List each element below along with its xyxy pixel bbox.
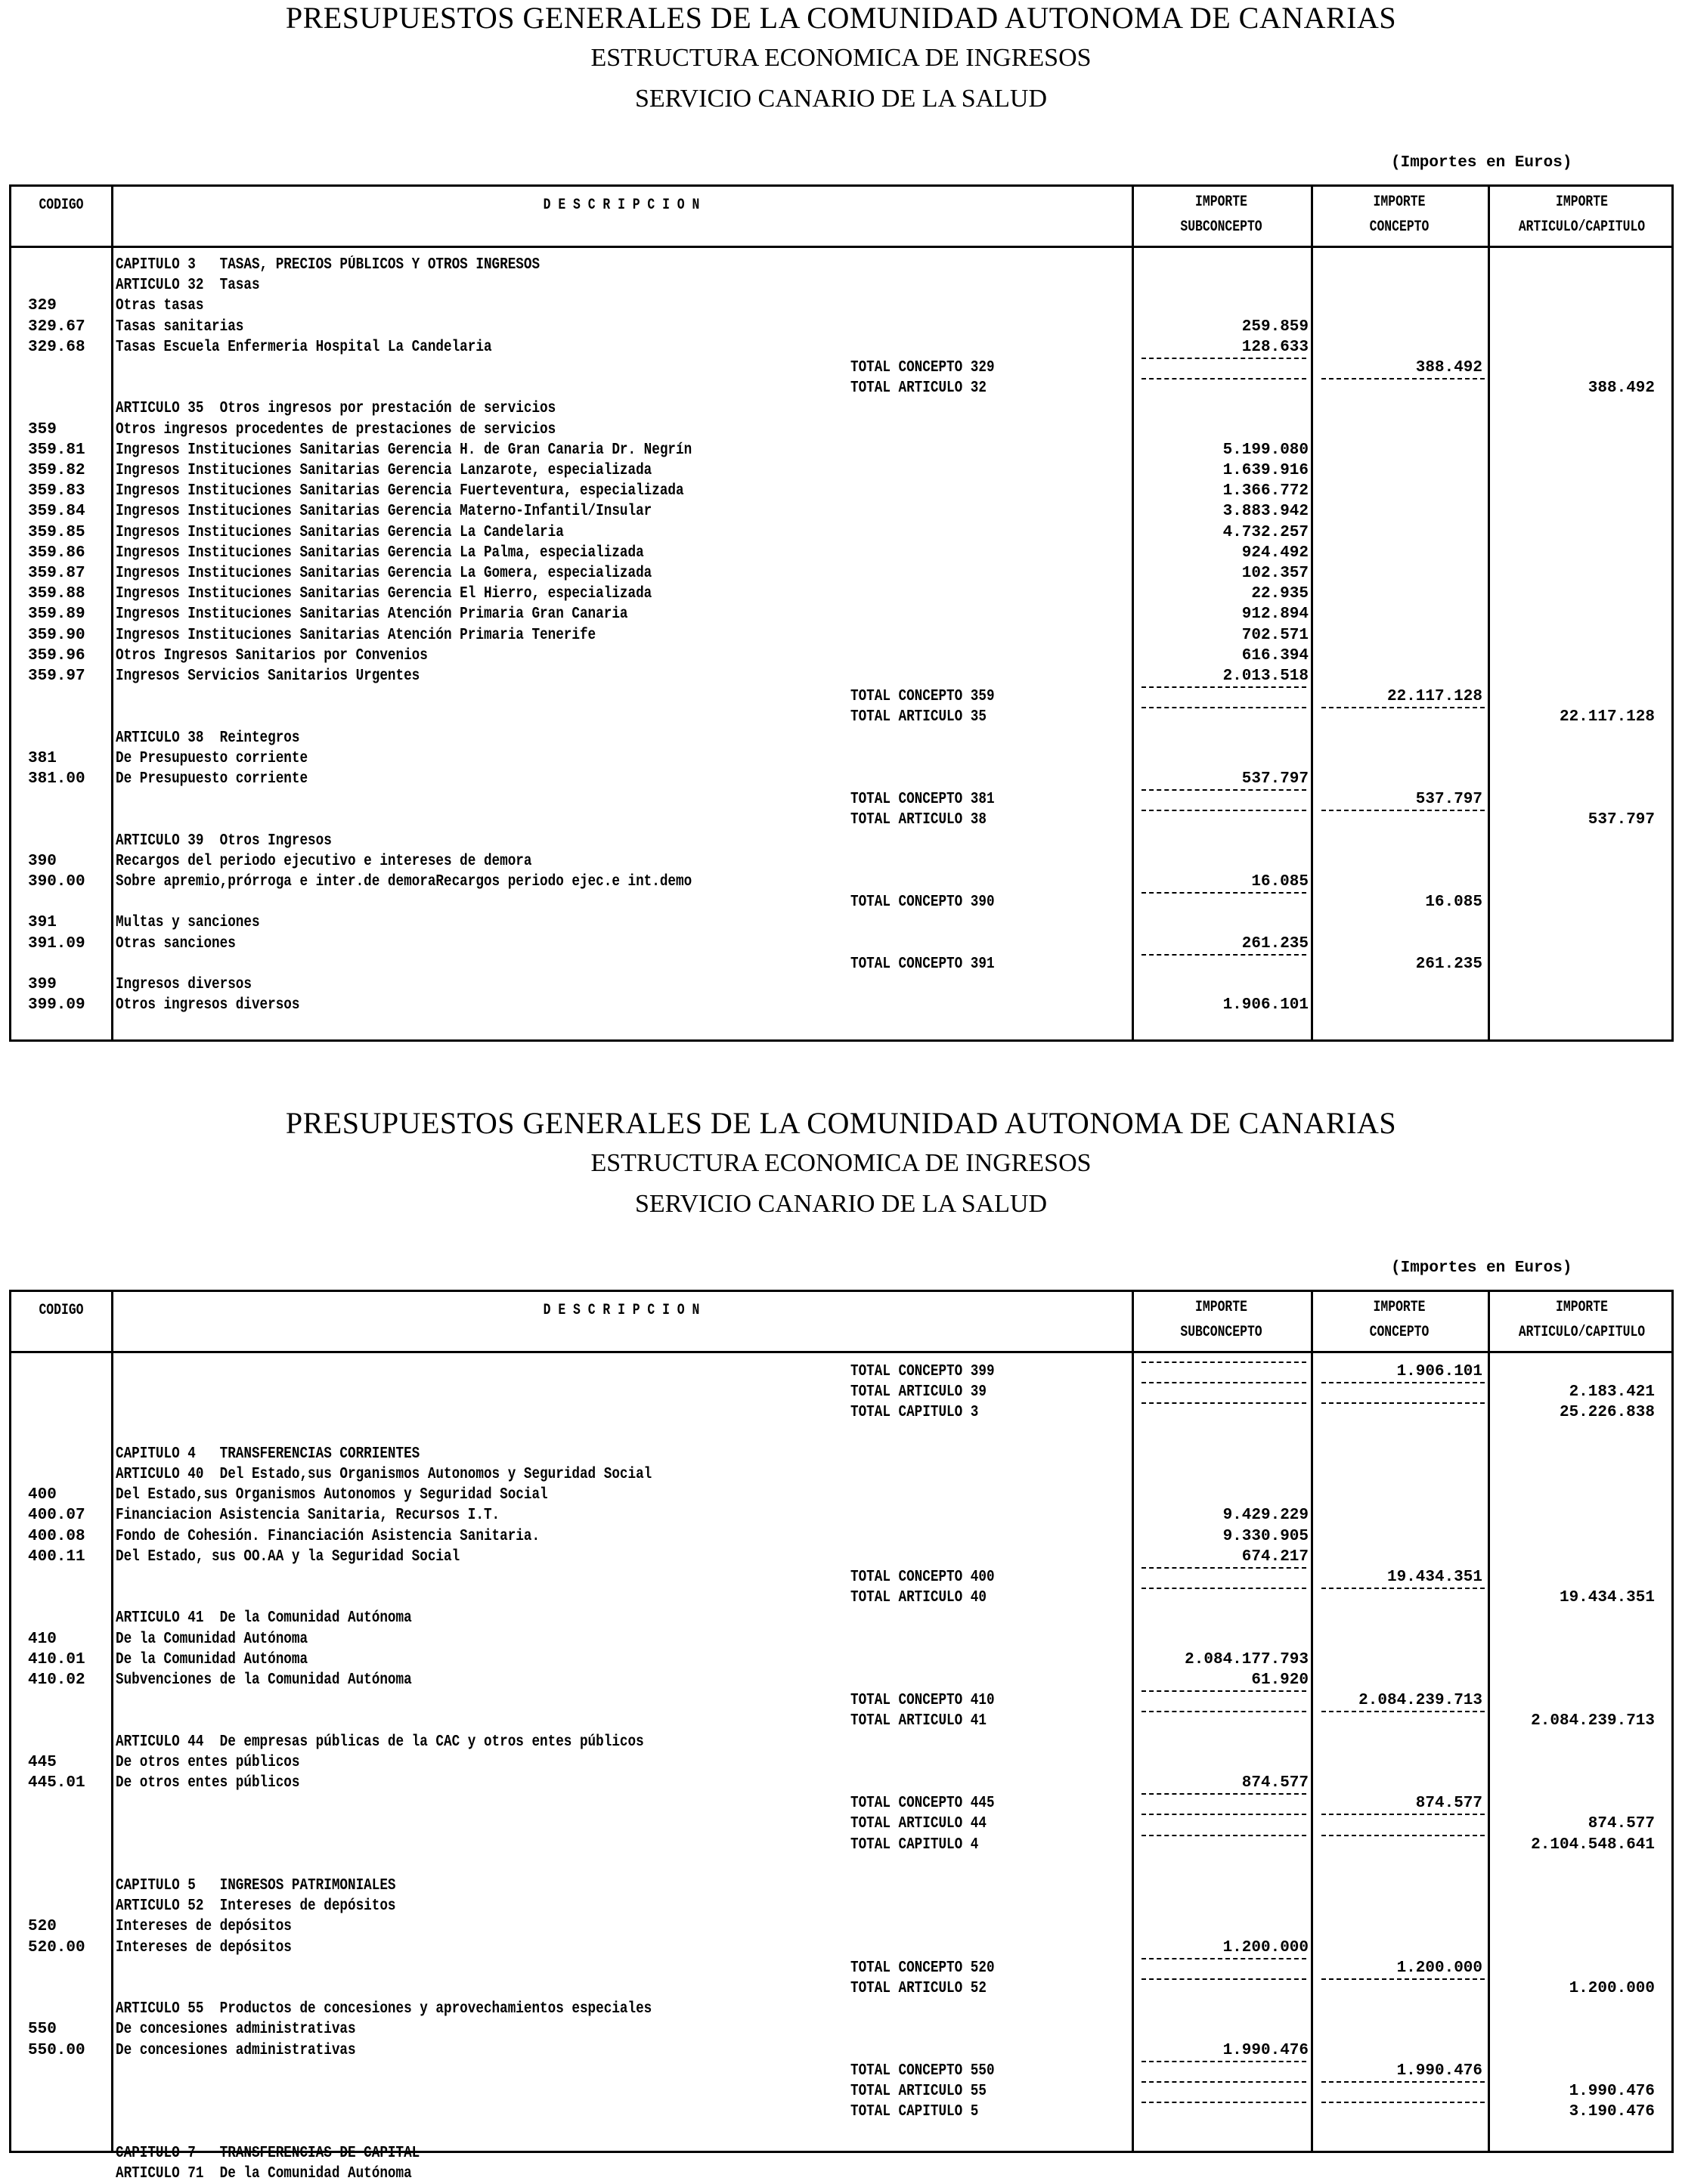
total-row xyxy=(11,1362,1671,1382)
table-row xyxy=(11,1773,1671,1793)
table-row xyxy=(11,851,1671,872)
table-row xyxy=(11,2164,1671,2184)
table-row xyxy=(11,1650,1671,1670)
amount-concepto: 1.200.000 xyxy=(1396,1959,1482,1977)
amount-subconcepto: 1.639.916 xyxy=(1222,462,1309,479)
dash-leader xyxy=(1141,358,1306,359)
table-row xyxy=(11,1752,1671,1773)
row-description: ARTICULO 39 Otros Ingresos xyxy=(116,832,332,850)
amount-concepto: 388.492 xyxy=(1415,359,1482,376)
row-code: 381.00 xyxy=(28,770,85,788)
dash-leader xyxy=(1141,2102,1306,2103)
dash-leader xyxy=(1141,1814,1306,1815)
row-code: 359.85 xyxy=(28,523,85,541)
table-row xyxy=(11,1505,1671,1526)
total-label: TOTAL CONCEPTO 381 xyxy=(850,791,995,809)
row-description: ARTICULO 55 Productos de concesiones y aprovechamientos especiales xyxy=(116,2000,652,2018)
amount-subconcepto: 1.906.101 xyxy=(1222,996,1309,1015)
header-divider xyxy=(11,246,1671,248)
total-row xyxy=(11,789,1671,810)
total-label: TOTAL ARTICULO 32 xyxy=(850,379,987,398)
table-row xyxy=(11,255,1671,275)
dash-leader xyxy=(1141,892,1306,894)
amount-subconcepto: 702.571 xyxy=(1241,626,1309,644)
dash-leader xyxy=(1141,1835,1306,1836)
table-row xyxy=(11,934,1671,954)
row-code: 520.00 xyxy=(28,1938,85,1956)
row-description: Subvenciones de la Comunidad Autónoma xyxy=(116,1671,412,1689)
amount-subconcepto: 2.084.177.793 xyxy=(1185,1650,1309,1668)
row-description: Fondo de Cohesión. Financiación Asistencia Sanitaria. xyxy=(116,1527,541,1545)
row-code: 359.81 xyxy=(28,441,85,459)
total-row xyxy=(11,954,1671,974)
amount-subconcepto: 5.199.080 xyxy=(1222,441,1309,459)
total-label: TOTAL ARTICULO 52 xyxy=(850,1980,987,1997)
table-row xyxy=(11,912,1671,933)
total-label: TOTAL CONCEPTO 445 xyxy=(850,1795,995,1813)
table-row xyxy=(11,1896,1671,1916)
page-subtitle: ESTRUCTURA ECONOMICA DE INGRESOS xyxy=(590,44,1092,72)
amount-subconcepto: 924.492 xyxy=(1241,544,1309,562)
amount-subconcepto: 616.394 xyxy=(1241,646,1309,664)
spacer-row xyxy=(11,1423,1671,1444)
table-row xyxy=(11,646,1671,666)
amount-articulo: 22.117.128 xyxy=(1559,708,1655,726)
budget-table xyxy=(9,184,1674,1042)
total-label: TOTAL ARTICULO 41 xyxy=(850,1712,987,1730)
table-row xyxy=(11,769,1671,789)
total-label: TOTAL ARTICULO 35 xyxy=(850,708,987,726)
row-description: De otros entes públicos xyxy=(116,1774,300,1792)
row-description: ARTICULO 52 Intereses de depósitos xyxy=(116,1897,396,1916)
amount-subconcepto: 102.357 xyxy=(1241,565,1309,582)
total-label: TOTAL CAPITULO 5 xyxy=(850,2103,979,2121)
total-row xyxy=(11,686,1671,707)
table-row xyxy=(11,584,1671,604)
amount-subconcepto: 1.366.772 xyxy=(1222,482,1309,500)
total-row xyxy=(11,892,1671,912)
dash-leader xyxy=(1141,707,1306,708)
amount-subconcepto: 674.217 xyxy=(1241,1547,1309,1566)
dash-leader xyxy=(1141,1978,1306,1980)
row-description: ARTICULO 35 Otros ingresos por prestación de servicios xyxy=(116,400,556,418)
dash-leader xyxy=(1141,1958,1306,1959)
row-description: ARTICULO 44 De empresas públicas de la CAC y otros entes públicos xyxy=(116,1733,644,1751)
amount-articulo: 1.990.476 xyxy=(1569,2083,1655,2100)
total-row xyxy=(11,707,1671,727)
row-description: Intereses de depósitos xyxy=(116,1938,292,1956)
table-row xyxy=(11,872,1671,892)
amount-subconcepto: 912.894 xyxy=(1241,606,1309,624)
row-description: Ingresos Instituciones Sanitarias Atención Primaria Tenerife xyxy=(116,626,596,644)
dash-leader xyxy=(1321,1814,1485,1815)
row-description: De concesiones administrativas xyxy=(116,2021,356,2039)
table-row xyxy=(11,995,1671,1015)
table-row xyxy=(11,481,1671,501)
units-note: (Importes en Euros) xyxy=(1391,154,1572,172)
header-divider xyxy=(11,1351,1671,1353)
row-code: 400.07 xyxy=(28,1507,85,1525)
amount-subconcepto: 874.577 xyxy=(1241,1774,1309,1792)
total-row xyxy=(11,1690,1671,1711)
total-row xyxy=(11,810,1671,830)
row-description: Ingresos Instituciones Sanitarias Gerencia H. de Gran Canaria Dr. Negrín xyxy=(116,441,692,459)
table-row xyxy=(11,625,1671,646)
total-row xyxy=(11,1567,1671,1588)
dash-leader xyxy=(1141,1793,1306,1795)
total-label: TOTAL CONCEPTO 520 xyxy=(850,1959,995,1977)
table-row xyxy=(11,2040,1671,2061)
row-description: Ingresos Instituciones Sanitarias Gerencia La Candelaria xyxy=(116,523,564,541)
page-title: PRESUPUESTOS GENERALES DE LA COMUNIDAD AUTONOMA DE CANARIAS xyxy=(285,1,1397,35)
table-row xyxy=(11,317,1671,337)
dash-leader xyxy=(1141,2061,1306,2062)
dash-leader xyxy=(1141,1711,1306,1712)
page-title: PRESUPUESTOS GENERALES DE LA COMUNIDAD AUTONOMA DE CANARIAS xyxy=(285,1106,1397,1140)
header-codigo: CODIGO xyxy=(39,1302,84,1319)
table-row xyxy=(11,1732,1671,1752)
row-code: 390.00 xyxy=(28,873,85,891)
row-description: Otras sanciones xyxy=(116,934,236,953)
table-row xyxy=(11,563,1671,584)
table-row xyxy=(11,398,1671,419)
dash-leader xyxy=(1141,686,1306,688)
row-description: De concesiones administrativas xyxy=(116,2041,356,2059)
total-label: TOTAL CONCEPTO 550 xyxy=(850,2062,995,2080)
dash-leader xyxy=(1141,1362,1306,1363)
table-row xyxy=(11,974,1671,995)
total-label: TOTAL CONCEPTO 399 xyxy=(850,1363,995,1380)
dash-leader xyxy=(1321,1835,1485,1836)
table-row xyxy=(11,440,1671,460)
header-concepto: IMPORTE CONCEPTO xyxy=(1369,194,1430,236)
row-code: 359 xyxy=(28,420,57,438)
row-description: Ingresos Instituciones Sanitarias Gerencia Fuerteventura, especializada xyxy=(116,482,684,500)
table-row xyxy=(11,522,1671,543)
row-code: 359.84 xyxy=(28,503,85,521)
units-note: (Importes en Euros) xyxy=(1391,1259,1572,1277)
amount-articulo: 537.797 xyxy=(1588,811,1655,829)
total-label: TOTAL CONCEPTO 390 xyxy=(850,894,995,912)
row-code: 400 xyxy=(28,1486,57,1504)
row-description: CAPITULO 7 TRANSFERENCIAS DE CAPITAL xyxy=(116,2144,420,2162)
row-description: Otros ingresos diversos xyxy=(116,996,300,1015)
budget-table xyxy=(9,1290,1674,2182)
row-code: 445.01 xyxy=(28,1774,85,1792)
row-description: Intereses de depósitos xyxy=(116,1918,292,1936)
row-code: 359.89 xyxy=(28,606,85,624)
row-code: 400.08 xyxy=(28,1527,85,1545)
row-description: ARTICULO 71 De la Comunidad Autónoma xyxy=(116,2164,412,2182)
row-description: CAPITULO 4 TRANSFERENCIAS CORRIENTES xyxy=(116,1445,420,1463)
header-articulo: IMPORTE ARTICULO/CAPITULO xyxy=(1518,194,1646,236)
row-code: 359.82 xyxy=(28,462,85,479)
amount-articulo: 388.492 xyxy=(1588,379,1655,398)
row-description: CAPITULO 5 INGRESOS PATRIMONIALES xyxy=(116,1877,396,1894)
amount-articulo: 3.190.476 xyxy=(1569,2103,1655,2121)
table-row xyxy=(11,666,1671,686)
dash-leader xyxy=(1321,1588,1485,1589)
row-code: 391 xyxy=(28,914,57,932)
row-description: Ingresos Instituciones Sanitarias Gerencia El Hierro, especializada xyxy=(116,585,652,603)
dash-leader xyxy=(1321,1402,1485,1404)
dash-leader xyxy=(1321,707,1485,708)
total-row xyxy=(11,1711,1671,1731)
dash-leader xyxy=(1321,1711,1485,1712)
dash-leader xyxy=(1141,1567,1306,1569)
table-row xyxy=(11,275,1671,296)
row-description: Sobre apremio,prórroga e inter.de demoraRecargos periodo ejec.e int.demo xyxy=(116,873,692,891)
total-label: TOTAL ARTICULO 39 xyxy=(850,1383,987,1402)
header-articulo: IMPORTE ARTICULO/CAPITULO xyxy=(1518,1299,1646,1341)
amount-concepto: 19.434.351 xyxy=(1386,1569,1482,1586)
page-subtitle: ESTRUCTURA ECONOMICA DE INGRESOS xyxy=(590,1149,1092,1177)
table-row xyxy=(11,460,1671,481)
amount-subconcepto: 22.935 xyxy=(1251,585,1309,603)
row-code: 359.90 xyxy=(28,626,85,644)
header-subconcepto: IMPORTE SUBCONCEPTO xyxy=(1180,194,1262,236)
row-description: De otros entes públicos xyxy=(116,1753,300,1771)
dash-leader xyxy=(1141,789,1306,791)
amount-subconcepto: 259.859 xyxy=(1241,318,1309,336)
row-code: 410 xyxy=(28,1630,57,1648)
row-description: Otras tasas xyxy=(116,297,204,315)
row-code: 520 xyxy=(28,1918,57,1936)
dash-leader xyxy=(1321,810,1485,811)
row-description: ARTICULO 40 Del Estado,sus Organismos Autonomos y Seguridad Social xyxy=(116,1466,652,1483)
amount-subconcepto: 2.013.518 xyxy=(1222,668,1309,685)
amount-subconcepto: 4.732.257 xyxy=(1222,523,1309,541)
row-code: 359.83 xyxy=(28,482,85,500)
total-label: TOTAL CONCEPTO 359 xyxy=(850,688,995,706)
row-description: Tasas Escuela Enfermeria Hospital La Candelaria xyxy=(116,338,492,356)
row-code: 329.68 xyxy=(28,338,85,356)
dash-leader xyxy=(1321,378,1485,379)
row-description: Otros ingresos procedentes de prestaciones de servicios xyxy=(116,420,556,438)
amount-concepto: 537.797 xyxy=(1415,791,1482,809)
total-row xyxy=(11,1835,1671,1855)
table-row xyxy=(11,337,1671,358)
table-row xyxy=(11,831,1671,851)
table-row xyxy=(11,728,1671,748)
table-row xyxy=(11,1444,1671,1464)
amount-subconcepto: 128.633 xyxy=(1241,338,1309,356)
row-description: ARTICULO 41 De la Comunidad Autónoma xyxy=(116,1609,412,1628)
table-row xyxy=(11,1876,1671,1896)
table-row xyxy=(11,1608,1671,1628)
amount-subconcepto: 9.330.905 xyxy=(1222,1527,1309,1545)
header-codigo: CODIGO xyxy=(39,197,84,214)
total-label: TOTAL ARTICULO 44 xyxy=(850,1815,987,1833)
row-description: Ingresos diversos xyxy=(116,976,252,993)
table-row xyxy=(11,748,1671,769)
amount-subconcepto: 9.429.229 xyxy=(1222,1507,1309,1525)
row-description: ARTICULO 38 Reintegros xyxy=(116,729,300,747)
row-description: Financiacion Asistencia Sanitaria, Recursos I.T. xyxy=(116,1507,500,1525)
amount-concepto: 261.235 xyxy=(1415,955,1482,973)
row-code: 359.96 xyxy=(28,646,85,664)
table-row xyxy=(11,1670,1671,1690)
total-label: TOTAL ARTICULO 55 xyxy=(850,2083,987,2100)
amount-concepto: 874.577 xyxy=(1415,1795,1482,1813)
row-description: Multas y sanciones xyxy=(116,914,260,932)
amount-articulo: 2.104.548.641 xyxy=(1531,1835,1655,1854)
total-row xyxy=(11,2081,1671,2102)
amount-concepto: 22.117.128 xyxy=(1386,688,1482,706)
total-row xyxy=(11,1402,1671,1423)
row-description: Otros Ingresos Sanitarios por Convenios xyxy=(116,646,428,664)
row-description: Ingresos Instituciones Sanitarias Gerencia Materno-Infantil/Insular xyxy=(116,503,652,521)
entity-name: SERVICIO CANARIO DE LA SALUD xyxy=(634,85,1048,113)
table-row xyxy=(11,2019,1671,2040)
amount-concepto: 1.990.476 xyxy=(1396,2062,1482,2080)
row-code: 329 xyxy=(28,297,57,315)
row-description: ARTICULO 32 Tasas xyxy=(116,277,260,295)
row-code: 391.09 xyxy=(28,934,85,953)
total-row xyxy=(11,378,1671,398)
row-code: 445 xyxy=(28,1753,57,1771)
dash-leader xyxy=(1141,1382,1306,1383)
amount-articulo: 25.226.838 xyxy=(1559,1404,1655,1422)
row-description: De Presupuesto corriente xyxy=(116,770,308,788)
total-row xyxy=(11,1814,1671,1834)
row-code: 359.86 xyxy=(28,544,85,562)
total-label: TOTAL CONCEPTO 391 xyxy=(850,955,995,973)
total-label: TOTAL ARTICULO 40 xyxy=(850,1589,987,1607)
total-label: TOTAL CONCEPTO 329 xyxy=(850,359,995,376)
row-code: 410.02 xyxy=(28,1671,85,1689)
amount-concepto: 1.906.101 xyxy=(1396,1363,1482,1380)
row-code: 359.97 xyxy=(28,668,85,685)
total-row xyxy=(11,2102,1671,2122)
amount-articulo: 2.084.239.713 xyxy=(1531,1712,1655,1730)
row-code: 381 xyxy=(28,749,57,767)
row-code: 550.00 xyxy=(28,2041,85,2059)
table-row xyxy=(11,1547,1671,1567)
table-row xyxy=(11,1938,1671,1958)
table-row xyxy=(11,1916,1671,1937)
header-concepto: IMPORTE CONCEPTO xyxy=(1369,1299,1430,1341)
row-description: Del Estado,sus Organismos Autonomos y Seguridad Social xyxy=(116,1486,548,1504)
dash-leader xyxy=(1141,2081,1306,2083)
entity-name: SERVICIO CANARIO DE LA SALUD xyxy=(634,1190,1048,1218)
row-code: 550 xyxy=(28,2021,57,2039)
total-row xyxy=(11,1978,1671,1999)
amount-subconcepto: 3.883.942 xyxy=(1222,503,1309,521)
header-descripcion: D E S C R I P C I O N xyxy=(543,1302,700,1319)
total-label: TOTAL CONCEPTO 410 xyxy=(850,1692,995,1710)
total-row xyxy=(11,1793,1671,1814)
amount-concepto: 16.085 xyxy=(1425,894,1482,912)
row-code: 400.11 xyxy=(28,1547,85,1566)
total-row xyxy=(11,1958,1671,1978)
table-row xyxy=(11,604,1671,624)
dash-leader xyxy=(1141,378,1306,379)
amount-articulo: 1.200.000 xyxy=(1569,1980,1655,1997)
amount-subconcepto: 61.920 xyxy=(1251,1671,1309,1689)
total-row xyxy=(11,2061,1671,2081)
table-row xyxy=(11,1526,1671,1547)
amount-concepto: 2.084.239.713 xyxy=(1358,1692,1482,1710)
table-row xyxy=(11,1629,1671,1650)
row-description: Tasas sanitarias xyxy=(116,318,244,336)
amount-articulo: 874.577 xyxy=(1588,1815,1655,1833)
dash-leader xyxy=(1321,1382,1485,1383)
table-row xyxy=(11,1485,1671,1505)
row-code: 399.09 xyxy=(28,996,85,1015)
table-row xyxy=(11,1999,1671,2019)
dash-leader xyxy=(1141,1588,1306,1589)
spacer-row xyxy=(11,1855,1671,1876)
row-description: Ingresos Instituciones Sanitarias Gerencia Lanzarote, especializada xyxy=(116,462,652,479)
row-code: 410.01 xyxy=(28,1650,85,1668)
row-code: 359.88 xyxy=(28,585,85,603)
dash-leader xyxy=(1141,1690,1306,1692)
table-row xyxy=(11,1464,1671,1485)
total-label: TOTAL CAPITULO 4 xyxy=(850,1835,979,1854)
row-description: Ingresos Servicios Sanitarios Urgentes xyxy=(116,668,420,685)
header-descripcion: D E S C R I P C I O N xyxy=(543,197,700,214)
total-label: TOTAL ARTICULO 38 xyxy=(850,811,987,829)
row-description: De Presupuesto corriente xyxy=(116,749,308,767)
amount-subconcepto: 261.235 xyxy=(1241,934,1309,953)
amount-articulo: 19.434.351 xyxy=(1559,1589,1655,1607)
table-row xyxy=(11,296,1671,316)
amount-subconcepto: 1.200.000 xyxy=(1222,1938,1309,1956)
spacer-row xyxy=(11,2122,1671,2142)
dash-leader xyxy=(1321,2102,1485,2103)
dash-leader xyxy=(1321,1978,1485,1980)
table-row xyxy=(11,543,1671,563)
row-description: Recargos del periodo ejecutivo e intereses de demora xyxy=(116,852,532,870)
dash-leader xyxy=(1141,1402,1306,1404)
amount-subconcepto: 1.990.476 xyxy=(1222,2041,1309,2059)
row-description: De la Comunidad Autónoma xyxy=(116,1630,308,1648)
dash-leader xyxy=(1141,810,1306,811)
dash-leader xyxy=(1321,2081,1485,2083)
amount-articulo: 2.183.421 xyxy=(1569,1383,1655,1402)
row-description: CAPITULO 3 TASAS, PRECIOS PÚBLICOS Y OTROS INGRESOS xyxy=(116,256,541,274)
row-code: 329.67 xyxy=(28,318,85,336)
row-code: 359.87 xyxy=(28,565,85,582)
row-description: De la Comunidad Autónoma xyxy=(116,1650,308,1668)
row-description: Del Estado, sus OO.AA y la Seguridad Social xyxy=(116,1547,460,1566)
row-description: Ingresos Instituciones Sanitarias Atención Primaria Gran Canaria xyxy=(116,606,628,624)
total-row xyxy=(11,1588,1671,1608)
total-label: TOTAL CAPITULO 3 xyxy=(850,1404,979,1422)
amount-subconcepto: 537.797 xyxy=(1241,770,1309,788)
total-row xyxy=(11,358,1671,378)
dash-leader xyxy=(1141,954,1306,956)
table-row xyxy=(11,420,1671,440)
total-row xyxy=(11,1382,1671,1402)
row-code: 390 xyxy=(28,852,57,870)
row-description: Ingresos Instituciones Sanitarias Gerencia La Palma, especializada xyxy=(116,544,644,562)
total-label: TOTAL CONCEPTO 400 xyxy=(850,1569,995,1586)
row-code: 399 xyxy=(28,976,57,993)
table-row xyxy=(11,501,1671,522)
row-description: Ingresos Instituciones Sanitarias Gerencia La Gomera, especializada xyxy=(116,565,652,582)
amount-subconcepto: 16.085 xyxy=(1251,873,1309,891)
header-subconcepto: IMPORTE SUBCONCEPTO xyxy=(1180,1299,1262,1341)
